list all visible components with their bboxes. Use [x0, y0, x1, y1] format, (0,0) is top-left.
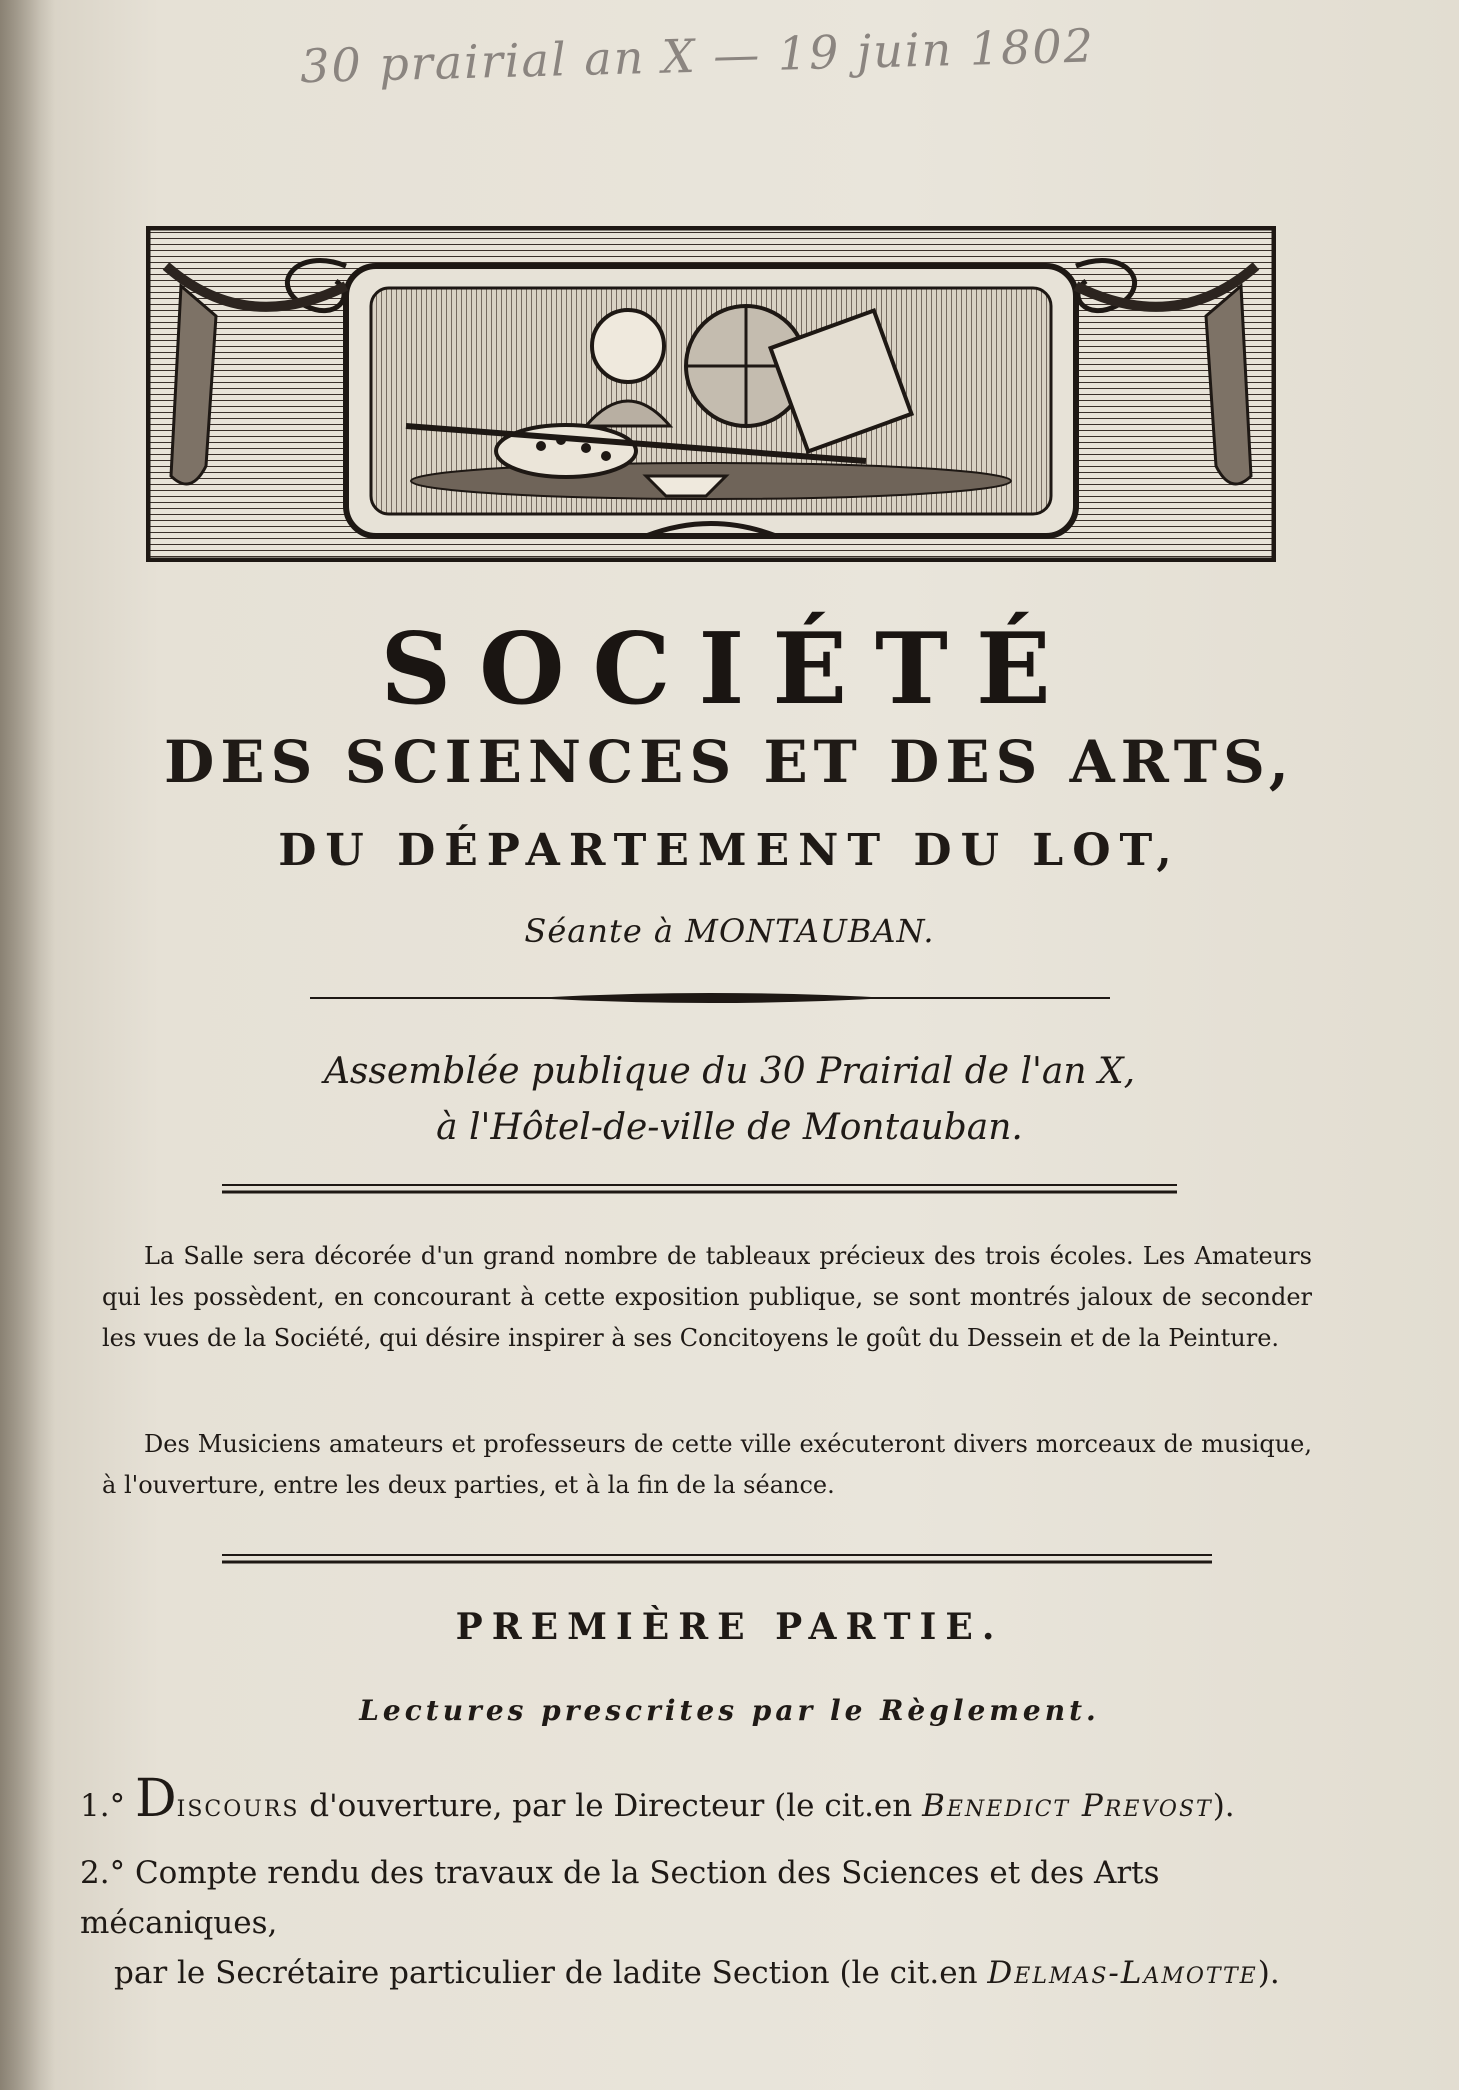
paragraph-music: Des Musiciens amateurs et professeurs de cette ville exécuteront divers morceaux de musique, à l'ouverture, entre les deux parties, et à la fin de la séance. — [102, 1430, 1312, 1499]
item-lead-word: iscours — [176, 1788, 300, 1824]
item-text-line-2: par le Secrétaire particulier de ladite Section (le cit.en — [114, 1955, 988, 1991]
handwritten-note: 30 prairial an X — 19 juin 1802 — [299, 18, 1096, 94]
item-end: ). — [1257, 1955, 1280, 1991]
assembly-announcement — [0, 1044, 1459, 1156]
item-text-line-1: Compte rendu des travaux de la Section des Sciences et des Arts mécaniques, — [80, 1855, 1160, 1941]
speaker-name: Delmas-Lamotte — [987, 1955, 1258, 1991]
item-end: ). — [1212, 1788, 1235, 1824]
program-item-2 — [80, 1848, 1330, 1998]
lectures-heading: Lectures prescrites par le Règlement. — [359, 1694, 1100, 1727]
society-title: SOCIÉTÉ — [380, 612, 1079, 727]
program-item-1 — [80, 1769, 1330, 1831]
item-number: 1.° — [80, 1788, 126, 1824]
paragraph-exhibition: La Salle sera décorée d'un grand nombre de tableaux précieux des trois écoles. Les Amateurs qui les possèdent, en concourant à cette exposition publique, se sont montrés jaloux de seconder les vues de la Société, qui désire inspirer à ses Concitoyens le goût du Dessein et de la Peinture. — [102, 1242, 1312, 1352]
double-rule-2 — [222, 1553, 1212, 1565]
seat-line: Séante à MONTAUBAN. — [524, 912, 935, 950]
drop-initial: D — [134, 1769, 177, 1829]
assembly-line-2: à l'Hôtel-de-ville de Montauban. — [436, 1107, 1023, 1148]
assembly-line-1: Assemblée publique du 30 Prairial de l'an X, — [323, 1051, 1136, 1092]
society-subtitle: DES SCIENCES ET DES ARTS, — [164, 728, 1295, 796]
item-number: 2.° — [80, 1855, 126, 1891]
part-title: PREMIÈRE PARTIE. — [455, 1606, 1004, 1648]
double-rule-1 — [222, 1183, 1177, 1195]
ornamental-rule — [310, 990, 1110, 1006]
engraved-vignette — [146, 226, 1276, 562]
department-line: DU DÉPARTEMENT DU LOT, — [278, 825, 1181, 876]
item-text: d'ouverture, par le Directeur (le cit.en — [299, 1788, 923, 1824]
speaker-name: Benedict Prevost — [922, 1788, 1213, 1824]
